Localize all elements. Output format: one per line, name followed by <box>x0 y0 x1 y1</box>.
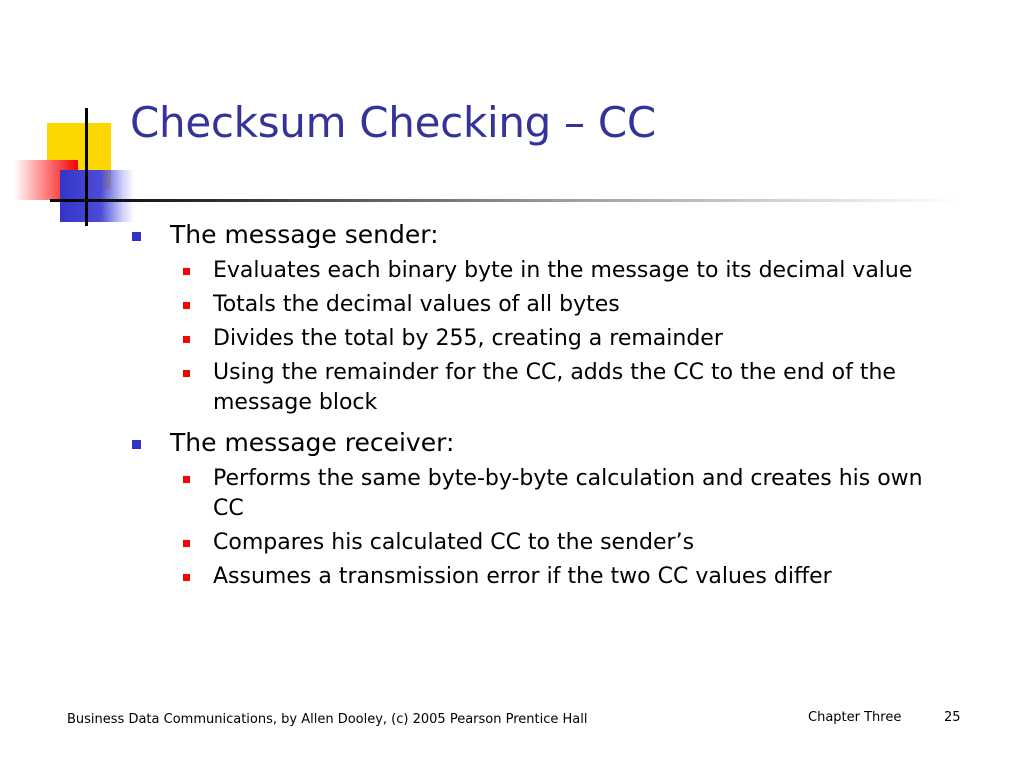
footer-page-number: 25 <box>944 710 961 725</box>
sub-bullet <box>130 358 960 418</box>
bullet-text: The message sender: <box>170 220 439 249</box>
sub-bullet-text: Totals the decimal values of all bytes <box>213 292 620 317</box>
sub-bullet-text: Evaluates each binary byte in the message to its decimal value <box>213 258 913 283</box>
footer-source: Business Data Communications, by Allen Dooley, (c) 2005 Pearson Prentice Hall <box>67 712 588 727</box>
square-bullet-icon <box>183 540 190 547</box>
bullet-list <box>130 218 960 592</box>
sub-bullet-text: Divides the total by 255, creating a remainder <box>213 326 723 351</box>
sub-bullet <box>130 290 960 320</box>
square-bullet-icon <box>183 476 190 483</box>
bullet-receiver <box>130 426 960 460</box>
sub-bullet <box>130 256 960 286</box>
sub-bullet <box>130 562 960 592</box>
square-bullet-icon <box>132 232 141 241</box>
sub-bullet-text: Using the remainder for the CC, adds the CC to the end of the message block <box>213 360 896 415</box>
sub-bullet <box>130 464 960 524</box>
square-bullet-icon <box>183 370 190 377</box>
square-bullet-icon <box>183 302 190 309</box>
square-bullet-icon <box>183 574 190 581</box>
sub-bullet-text: Performs the same byte-by-byte calculation and creates his own CC <box>213 466 923 521</box>
sub-bullet-text: Assumes a transmission error if the two CC values differ <box>213 564 832 589</box>
logo-vertical-line <box>85 108 88 226</box>
square-bullet-icon <box>183 336 190 343</box>
sub-bullet <box>130 324 960 354</box>
square-bullet-icon <box>132 440 141 449</box>
bullet-text: The message receiver: <box>170 428 455 457</box>
square-bullet-icon <box>183 268 190 275</box>
slide-title: Checksum Checking – CC <box>130 98 656 147</box>
sub-bullet-text: Compares his calculated CC to the sender’s <box>213 530 695 555</box>
bullet-sender <box>130 218 960 252</box>
footer-chapter: Chapter Three <box>808 710 902 725</box>
title-underline <box>50 199 960 202</box>
sub-bullet <box>130 528 960 558</box>
logo-blue-square <box>60 170 134 222</box>
